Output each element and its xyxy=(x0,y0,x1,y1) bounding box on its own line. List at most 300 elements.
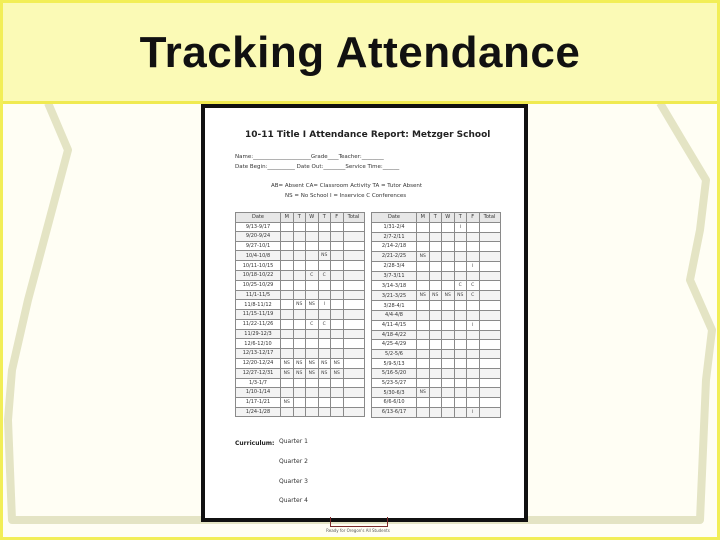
day-cell xyxy=(331,241,344,251)
table-row xyxy=(372,251,501,261)
total-cell xyxy=(343,251,364,261)
day-cell xyxy=(331,339,344,349)
total-cell xyxy=(343,319,364,329)
day-cell xyxy=(454,232,467,242)
table-row xyxy=(236,368,365,378)
day-cell xyxy=(306,319,319,329)
total-cell xyxy=(343,368,364,378)
right-header-day-2: T xyxy=(429,213,442,223)
day-cell xyxy=(318,270,331,280)
day-cell xyxy=(429,368,442,378)
day-cell xyxy=(417,368,430,378)
day-cell xyxy=(318,397,331,407)
quarter-3-label: Quarter 3 xyxy=(279,478,308,485)
week-date-cell: 12/27-12/31 xyxy=(236,368,281,378)
week-date-cell: 10/11-10/15 xyxy=(236,261,281,271)
total-cell xyxy=(479,388,500,398)
table-row xyxy=(372,242,501,252)
day-cell xyxy=(442,271,455,281)
day-cell xyxy=(467,378,480,388)
day-cell xyxy=(318,329,331,339)
attendance-mark: I xyxy=(472,322,474,328)
day-cell xyxy=(281,358,294,368)
day-cell xyxy=(331,397,344,407)
day-cell xyxy=(331,329,344,339)
day-cell xyxy=(429,407,442,417)
total-cell xyxy=(479,232,500,242)
day-cell xyxy=(429,251,442,261)
left-header-date: Date xyxy=(236,213,281,223)
day-cell xyxy=(293,319,306,329)
day-cell xyxy=(318,368,331,378)
table-row xyxy=(236,388,365,398)
table-row xyxy=(372,310,501,320)
day-cell xyxy=(293,368,306,378)
attendance-mark: NS xyxy=(333,370,340,376)
table-row xyxy=(372,320,501,330)
day-cell xyxy=(429,291,442,301)
week-date-cell: 3/21-3/25 xyxy=(372,291,417,301)
day-cell xyxy=(293,348,306,358)
day-cell xyxy=(331,368,344,378)
total-cell xyxy=(479,320,500,330)
day-cell xyxy=(417,359,430,369)
day-cell xyxy=(442,310,455,320)
day-cell xyxy=(454,330,467,340)
day-cell xyxy=(306,241,319,251)
day-cell xyxy=(281,348,294,358)
day-cell xyxy=(417,378,430,388)
day-cell xyxy=(331,310,344,320)
day-cell xyxy=(442,291,455,301)
day-cell xyxy=(467,398,480,408)
day-cell xyxy=(306,261,319,271)
week-date-cell: 6/13-6/17 xyxy=(372,407,417,417)
total-cell xyxy=(343,358,364,368)
day-cell xyxy=(429,261,442,271)
day-cell xyxy=(293,290,306,300)
day-cell xyxy=(467,261,480,271)
total-cell xyxy=(343,270,364,280)
day-cell xyxy=(331,261,344,271)
table-row xyxy=(236,378,365,388)
table-row xyxy=(236,358,365,368)
day-cell xyxy=(281,310,294,320)
right-header-day-4: T xyxy=(454,213,467,223)
week-date-cell: 5/9-5/13 xyxy=(372,359,417,369)
day-cell xyxy=(293,280,306,290)
total-cell xyxy=(343,329,364,339)
legend-line-2: NS = No School I = Inservice C Conferences xyxy=(285,193,407,199)
attendance-mark: NS xyxy=(419,253,426,259)
week-date-cell: 10/18-10/22 xyxy=(236,270,281,280)
day-cell xyxy=(318,378,331,388)
total-cell xyxy=(479,359,500,369)
total-cell xyxy=(479,349,500,359)
attendance-mark: NS xyxy=(296,360,303,366)
day-cell xyxy=(442,407,455,417)
day-cell xyxy=(454,359,467,369)
week-date-cell: 11/22-11/26 xyxy=(236,319,281,329)
attendance-mark: NS xyxy=(283,370,290,376)
day-cell xyxy=(331,232,344,242)
attendance-mark: C xyxy=(471,283,475,289)
day-cell xyxy=(417,261,430,271)
week-date-cell: 5/2-5/6 xyxy=(372,349,417,359)
week-date-cell: 12/13-12/17 xyxy=(236,348,281,358)
day-cell xyxy=(306,348,319,358)
day-cell xyxy=(281,339,294,349)
day-cell xyxy=(417,310,430,320)
day-cell xyxy=(454,349,467,359)
day-cell xyxy=(318,261,331,271)
table-row xyxy=(372,271,501,281)
day-cell xyxy=(467,388,480,398)
day-cell xyxy=(429,301,442,311)
curriculum-label: Curriculum: xyxy=(235,440,275,447)
total-cell xyxy=(343,280,364,290)
table-row xyxy=(236,407,365,417)
day-cell xyxy=(467,281,480,291)
week-date-cell: 6/6-6/10 xyxy=(372,398,417,408)
table-row xyxy=(236,339,365,349)
right-header-date: Date xyxy=(372,213,417,223)
report-heading: 10-11 Title I Attendance Report: Metzger School xyxy=(245,130,491,140)
day-cell xyxy=(429,330,442,340)
total-cell xyxy=(479,261,500,271)
day-cell xyxy=(442,398,455,408)
day-cell xyxy=(429,398,442,408)
week-date-cell: 3/14-3/18 xyxy=(372,281,417,291)
day-cell xyxy=(417,330,430,340)
attendance-report-document xyxy=(201,104,528,522)
table-row xyxy=(372,359,501,369)
week-date-cell: 11/29-12/3 xyxy=(236,329,281,339)
week-date-cell: 1/24-1/28 xyxy=(236,407,281,417)
week-date-cell: 2/7-2/11 xyxy=(372,232,417,242)
table-row xyxy=(372,407,501,417)
day-cell xyxy=(331,358,344,368)
total-cell xyxy=(479,301,500,311)
day-cell xyxy=(293,241,306,251)
week-date-cell: 12/20-12/24 xyxy=(236,358,281,368)
day-cell xyxy=(281,241,294,251)
attendance-mark: NS xyxy=(457,293,464,299)
day-cell xyxy=(306,310,319,320)
week-date-cell: 1/31-2/4 xyxy=(372,222,417,232)
day-cell xyxy=(306,397,319,407)
day-cell xyxy=(293,222,306,232)
week-date-cell: 11/1-11/5 xyxy=(236,290,281,300)
day-cell xyxy=(281,319,294,329)
day-cell xyxy=(281,407,294,417)
attendance-mark: C xyxy=(310,321,314,327)
day-cell xyxy=(293,407,306,417)
table-row xyxy=(236,300,365,310)
day-cell xyxy=(293,378,306,388)
right-header-total: Total xyxy=(479,213,500,223)
day-cell xyxy=(331,222,344,232)
total-cell xyxy=(479,330,500,340)
table-row xyxy=(236,222,365,232)
week-date-cell: 4/4-4/8 xyxy=(372,310,417,320)
day-cell xyxy=(293,339,306,349)
day-cell xyxy=(442,359,455,369)
day-cell xyxy=(467,330,480,340)
day-cell xyxy=(467,242,480,252)
attendance-mark: I xyxy=(323,302,325,308)
total-cell xyxy=(343,339,364,349)
footer-text: Ready for Oregon's All Students xyxy=(326,528,390,533)
day-cell xyxy=(331,348,344,358)
total-cell xyxy=(343,232,364,242)
week-date-cell: 2/28-3/4 xyxy=(372,261,417,271)
total-cell xyxy=(479,368,500,378)
table-row xyxy=(372,222,501,232)
day-cell xyxy=(281,388,294,398)
day-cell xyxy=(293,270,306,280)
attendance-mark: NS xyxy=(321,253,328,259)
week-date-cell: 2/14-2/18 xyxy=(372,242,417,252)
total-cell xyxy=(479,310,500,320)
day-cell xyxy=(454,320,467,330)
day-cell xyxy=(281,368,294,378)
attendance-mark: C xyxy=(310,272,314,278)
day-cell xyxy=(429,378,442,388)
day-cell xyxy=(442,378,455,388)
day-cell xyxy=(318,251,331,261)
week-date-cell: 1/10-1/14 xyxy=(236,388,281,398)
attendance-mark: C xyxy=(458,283,462,289)
attendance-mark: NS xyxy=(283,360,290,366)
attendance-mark: I xyxy=(472,409,474,415)
day-cell xyxy=(293,358,306,368)
day-cell xyxy=(331,319,344,329)
left-header-day-2: T xyxy=(293,213,306,223)
day-cell xyxy=(293,397,306,407)
day-cell xyxy=(306,232,319,242)
table-row xyxy=(236,241,365,251)
day-cell xyxy=(467,340,480,350)
day-cell xyxy=(442,330,455,340)
table-row xyxy=(372,232,501,242)
day-cell xyxy=(467,359,480,369)
total-cell xyxy=(479,271,500,281)
table-row xyxy=(236,319,365,329)
right-header-day-5: F xyxy=(467,213,480,223)
day-cell xyxy=(454,310,467,320)
day-cell xyxy=(429,340,442,350)
day-cell xyxy=(429,232,442,242)
day-cell xyxy=(281,290,294,300)
total-cell xyxy=(479,281,500,291)
day-cell xyxy=(318,388,331,398)
total-cell xyxy=(479,407,500,417)
total-cell xyxy=(343,241,364,251)
day-cell xyxy=(331,300,344,310)
day-cell xyxy=(417,349,430,359)
day-cell xyxy=(293,300,306,310)
day-cell xyxy=(442,301,455,311)
day-cell xyxy=(429,281,442,291)
table-row xyxy=(372,388,501,398)
day-cell xyxy=(306,300,319,310)
day-cell xyxy=(281,300,294,310)
table-row xyxy=(236,261,365,271)
week-date-cell: 5/23-5/27 xyxy=(372,378,417,388)
day-cell xyxy=(429,310,442,320)
date-service-line: Date Begin:__________ Date Out:________Service Time:______ xyxy=(235,164,400,170)
day-cell xyxy=(331,251,344,261)
quarter-2-label: Quarter 2 xyxy=(279,458,308,465)
day-cell xyxy=(454,271,467,281)
day-cell xyxy=(318,222,331,232)
day-cell xyxy=(306,368,319,378)
day-cell xyxy=(417,388,430,398)
left-header-day-5: F xyxy=(331,213,344,223)
day-cell xyxy=(442,349,455,359)
table-row xyxy=(236,348,365,358)
day-cell xyxy=(454,388,467,398)
day-cell xyxy=(331,388,344,398)
day-cell xyxy=(467,407,480,417)
week-date-cell: 9/27-10/1 xyxy=(236,241,281,251)
table-row xyxy=(372,349,501,359)
total-cell xyxy=(343,348,364,358)
week-date-cell: 2/21-2/25 xyxy=(372,251,417,261)
week-date-cell: 10/25-10/29 xyxy=(236,280,281,290)
attendance-mark: I xyxy=(472,263,474,269)
day-cell xyxy=(306,339,319,349)
right-header-day-1: M xyxy=(417,213,430,223)
day-cell xyxy=(442,281,455,291)
day-cell xyxy=(442,242,455,252)
week-date-cell: 1/3-1/7 xyxy=(236,378,281,388)
total-cell xyxy=(343,310,364,320)
total-cell xyxy=(343,300,364,310)
day-cell xyxy=(467,368,480,378)
day-cell xyxy=(442,388,455,398)
week-date-cell: 1/17-1/21 xyxy=(236,397,281,407)
day-cell xyxy=(331,280,344,290)
table-row xyxy=(236,232,365,242)
attendance-mark: NS xyxy=(308,302,315,308)
day-cell xyxy=(281,270,294,280)
day-cell xyxy=(467,320,480,330)
total-cell xyxy=(479,222,500,232)
day-cell xyxy=(454,368,467,378)
day-cell xyxy=(417,301,430,311)
table-row xyxy=(236,251,365,261)
week-date-cell: 4/25-4/29 xyxy=(372,340,417,350)
footer-logo xyxy=(330,517,388,527)
day-cell xyxy=(331,290,344,300)
day-cell xyxy=(454,261,467,271)
attendance-mark: NS xyxy=(432,293,439,299)
total-cell xyxy=(343,290,364,300)
attendance-mark: I xyxy=(459,224,461,230)
table-row xyxy=(372,291,501,301)
day-cell xyxy=(281,397,294,407)
day-cell xyxy=(442,251,455,261)
day-cell xyxy=(417,232,430,242)
quarter-4-label: Quarter 4 xyxy=(279,497,308,504)
attendance-mark: NS xyxy=(444,293,451,299)
day-cell xyxy=(306,222,319,232)
total-cell xyxy=(343,261,364,271)
day-cell xyxy=(293,261,306,271)
week-date-cell: 12/6-12/10 xyxy=(236,339,281,349)
day-cell xyxy=(417,222,430,232)
attendance-mark: C xyxy=(322,272,326,278)
day-cell xyxy=(318,280,331,290)
total-cell xyxy=(479,378,500,388)
day-cell xyxy=(281,251,294,261)
day-cell xyxy=(318,232,331,242)
day-cell xyxy=(293,388,306,398)
week-date-cell: 5/30-6/3 xyxy=(372,388,417,398)
day-cell xyxy=(429,222,442,232)
week-date-cell: 5/16-5/20 xyxy=(372,368,417,378)
quarter-1-label: Quarter 1 xyxy=(279,438,308,445)
legend-line-1: AB= Absent CA= Classroom Activity TA = Tutor Absent xyxy=(271,183,422,189)
table-row xyxy=(236,310,365,320)
attendance-mark: NS xyxy=(419,293,426,299)
attendance-mark: NS xyxy=(419,390,426,396)
table-row xyxy=(236,270,365,280)
week-date-cell: 4/18-4/22 xyxy=(372,330,417,340)
day-cell xyxy=(429,388,442,398)
day-cell xyxy=(331,407,344,417)
week-date-cell: 11/8-11/12 xyxy=(236,300,281,310)
total-cell xyxy=(343,397,364,407)
day-cell xyxy=(454,407,467,417)
table-row xyxy=(236,397,365,407)
day-cell xyxy=(467,291,480,301)
day-cell xyxy=(306,378,319,388)
day-cell xyxy=(318,348,331,358)
day-cell xyxy=(454,281,467,291)
day-cell xyxy=(318,339,331,349)
total-cell xyxy=(343,388,364,398)
day-cell xyxy=(467,349,480,359)
week-date-cell: 3/7-3/11 xyxy=(372,271,417,281)
day-cell xyxy=(281,329,294,339)
day-cell xyxy=(442,340,455,350)
total-cell xyxy=(479,242,500,252)
day-cell xyxy=(467,271,480,281)
day-cell xyxy=(442,368,455,378)
day-cell xyxy=(293,310,306,320)
attendance-table-left xyxy=(235,212,365,417)
attendance-mark: NS xyxy=(308,370,315,376)
slide-title: Tracking Attendance xyxy=(139,28,581,77)
day-cell xyxy=(467,222,480,232)
day-cell xyxy=(306,407,319,417)
day-cell xyxy=(417,320,430,330)
day-cell xyxy=(429,242,442,252)
day-cell xyxy=(281,280,294,290)
table-row xyxy=(372,398,501,408)
day-cell xyxy=(281,232,294,242)
left-header-day-4: T xyxy=(318,213,331,223)
day-cell xyxy=(417,251,430,261)
table-row xyxy=(372,378,501,388)
attendance-mark: C xyxy=(322,321,326,327)
day-cell xyxy=(417,271,430,281)
day-cell xyxy=(281,378,294,388)
day-cell xyxy=(454,398,467,408)
